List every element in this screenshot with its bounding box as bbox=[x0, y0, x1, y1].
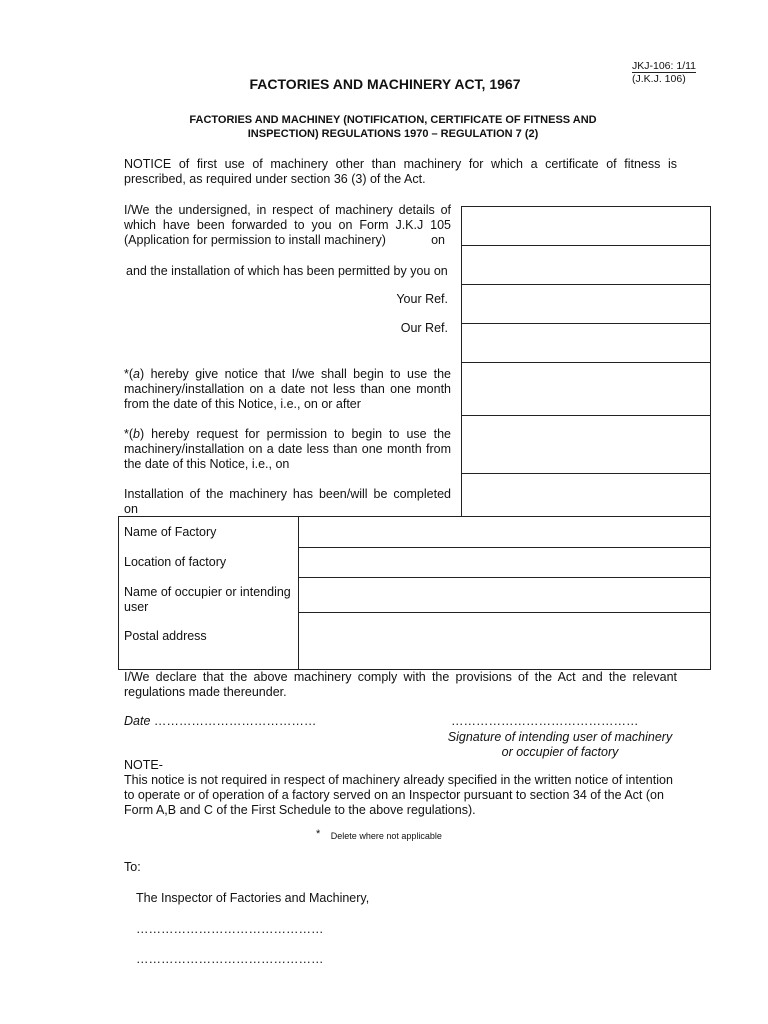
notice-line2: prescribed, as required under section 36 (3) of the Act. bbox=[124, 172, 426, 186]
form-code bbox=[632, 60, 696, 85]
option-b-date-field[interactable] bbox=[461, 415, 711, 474]
option-a-prefix: *( bbox=[124, 367, 134, 381]
date-label: Date bbox=[124, 714, 151, 728]
notice-line1: NOTICE of first use of machinery other than machinery for which a certificate of fitness is bbox=[124, 157, 677, 171]
occupier-label bbox=[124, 585, 291, 615]
our-ref-field[interactable] bbox=[461, 323, 711, 363]
undersigned-line2: which have been forwarded to you on Form J.K.J 105 bbox=[124, 218, 451, 232]
occupier-label-line1: Name of occupier or intending bbox=[124, 585, 291, 599]
address-line-2[interactable]: ……………………………………… bbox=[136, 952, 324, 966]
option-b-line1: ) hereby request for permission to begin to use the bbox=[139, 427, 451, 441]
date-dots[interactable]: ………………………………… bbox=[150, 714, 317, 728]
signature-dots[interactable]: ……………………………………… bbox=[451, 714, 639, 728]
occupier-label-line2: user bbox=[124, 600, 149, 614]
occupier-name-field[interactable] bbox=[298, 577, 711, 613]
our-ref-label: Our Ref. bbox=[400, 321, 448, 335]
option-b-letter: b bbox=[133, 427, 140, 441]
your-ref-label: Your Ref. bbox=[396, 292, 448, 306]
option-a-letter: a bbox=[133, 367, 140, 381]
form-code-line1: JKJ-106: 1/11 bbox=[632, 60, 697, 72]
signature-caption bbox=[420, 730, 700, 760]
note-line3: Form A,B and C of the First Schedule to the above regulations). bbox=[124, 803, 476, 817]
undersigned-line1: I/We the undersigned, in respect of machinery details of bbox=[124, 203, 451, 217]
undersigned-paragraph bbox=[124, 203, 451, 248]
factory-location-label: Location of factory bbox=[124, 555, 227, 569]
note-heading: NOTE- bbox=[124, 758, 163, 772]
inspector-addressee: The Inspector of Factories and Machinery, bbox=[136, 891, 370, 905]
note-line1: This notice is not required in respect of machinery already specified in the written notice of intention bbox=[124, 773, 673, 787]
form-code-line2: (J.K.J. 106) bbox=[632, 73, 686, 85]
your-ref-field[interactable] bbox=[461, 284, 711, 324]
subtitle-line1: FACTORIES AND MACHINEY (NOTIFICATION, CERTIFICATE OF FITNESS AND bbox=[189, 114, 597, 126]
option-a-line3: from the date of this Notice, i.e., on or after bbox=[124, 397, 361, 411]
option-a-line1: ) hereby give notice that I/we shall begin to use the bbox=[139, 367, 451, 381]
undersigned-on: on bbox=[431, 233, 445, 247]
date-line bbox=[124, 714, 316, 729]
signature-caption-line2: or occupier of factory bbox=[501, 745, 619, 759]
installation-permitted-label: and the installation of which has been permitted by you on bbox=[126, 264, 448, 278]
postal-address-field[interactable] bbox=[299, 613, 710, 669]
postal-address-label: Postal address bbox=[124, 629, 207, 643]
option-b-line3: the date of this Notice, i.e., on bbox=[124, 457, 290, 471]
option-a-paragraph bbox=[124, 367, 451, 412]
option-b-prefix: *( bbox=[124, 427, 134, 441]
declaration-line1: I/We declare that the above machinery comply with the provisions of the Act and the relevant bbox=[124, 670, 677, 684]
permitted-date-field[interactable] bbox=[461, 245, 711, 285]
to-label: To: bbox=[124, 860, 141, 874]
address-line-1[interactable]: ……………………………………… bbox=[136, 922, 324, 936]
factory-location-field[interactable] bbox=[298, 547, 711, 578]
notice-paragraph bbox=[124, 157, 677, 187]
completion-line2: on bbox=[124, 502, 138, 516]
undersigned-line3: (Application for permission to install machinery) bbox=[124, 233, 386, 247]
declaration-line2: regulations made thereunder. bbox=[124, 685, 287, 699]
signature-caption-line1: Signature of intending user of machinery bbox=[447, 730, 673, 744]
option-a-line2: machinery/installation on a date not less than one month bbox=[124, 382, 451, 396]
factory-name-label: Name of Factory bbox=[124, 525, 217, 539]
subtitle-line2: INSPECTION) REGULATIONS 1970 – REGULATION 7 (2) bbox=[247, 128, 539, 140]
regulation-subtitle bbox=[178, 113, 608, 141]
note-line2: to operate or of operation of a factory served on an Inspector pursuant to section 34 of the Act (on bbox=[124, 788, 664, 802]
note-section bbox=[124, 758, 684, 818]
option-b-paragraph bbox=[124, 427, 451, 472]
completion-line1: Installation of the machinery has been/will be completed bbox=[124, 487, 451, 501]
completion-date-field[interactable] bbox=[461, 473, 711, 517]
footnote bbox=[316, 830, 442, 842]
factory-name-field[interactable] bbox=[298, 516, 711, 548]
page-title: FACTORIES AND MACHINERY ACT, 1967 bbox=[249, 76, 521, 92]
option-a-date-field[interactable] bbox=[461, 362, 711, 416]
footnote-star: * bbox=[316, 828, 321, 840]
option-b-line2: machinery/installation on a date less than one month from bbox=[124, 442, 451, 456]
declaration-paragraph bbox=[124, 670, 677, 700]
footnote-text: Delete where not applicable bbox=[330, 831, 442, 841]
forwarded-date-field[interactable] bbox=[461, 206, 711, 246]
completion-paragraph bbox=[124, 487, 451, 517]
